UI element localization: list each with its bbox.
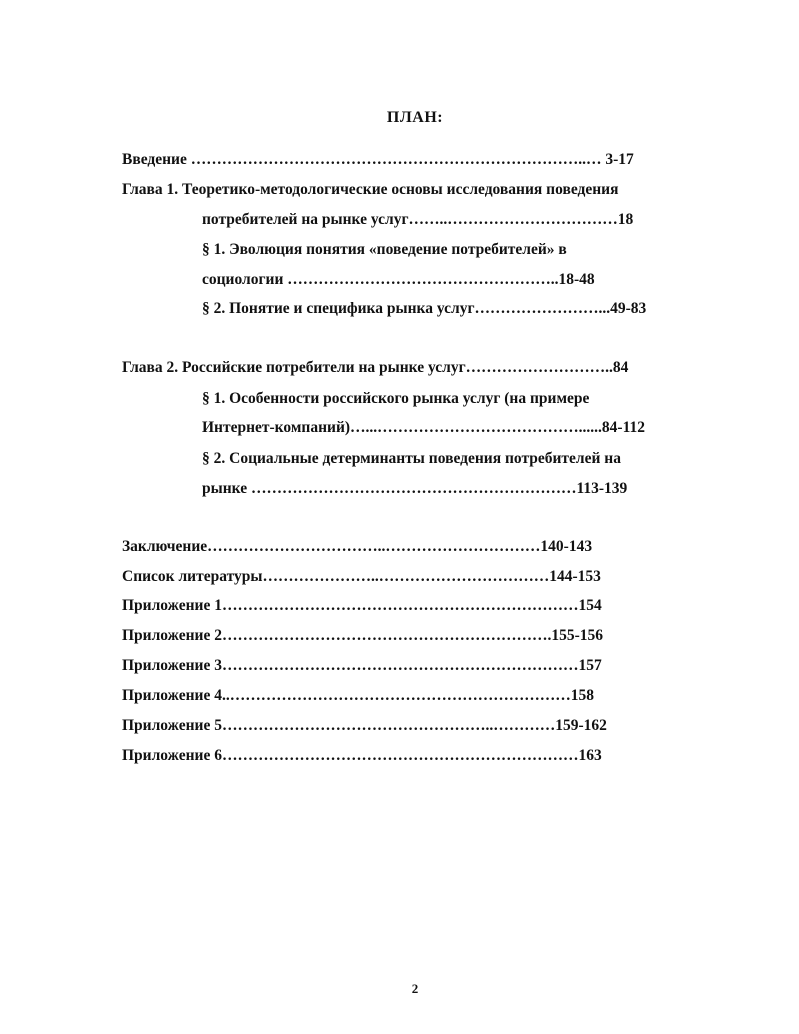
toc-entry-bibliography: Список литературы…………………..……………………………144-153 <box>122 568 601 585</box>
toc-entry-ch1-section-1-cont: социологии ……………………………………………..18-48 <box>202 271 595 288</box>
toc-entry-ch2-section-2-cont: рынке ………………………………………………………113-139 <box>202 480 628 497</box>
toc-entry-ch2-section-1: § 1. Особенности российского рынка услуг (на примере <box>202 390 590 407</box>
toc-entry-chapter-1-cont: потребителей на рынке услуг……..……………………………18 <box>202 211 634 228</box>
toc-entry-chapter-2: Глава 2. Российские потребители на рынке услуг………………………..84 <box>122 359 629 376</box>
toc-entry-appendix-3: Приложение 3……………………………………………………………157 <box>122 657 602 674</box>
toc-entry-appendix-4: Приложение 4..…………………………………………………………158 <box>122 687 594 704</box>
page-title: ПЛАН: <box>386 109 444 126</box>
toc-entry-appendix-2: Приложение 2……………………………………………………….155-156 <box>122 627 603 644</box>
toc-entry-ch1-section-1: § 1. Эволюция понятия «поведение потребителей» в <box>202 241 567 258</box>
toc-entry-appendix-5: Приложение 5……………………………………………..…………159-162 <box>122 717 607 734</box>
toc-entry-introduction: Введение …………………………………………………………………..… 3-17 <box>122 151 634 168</box>
toc-entry-ch1-section-2: § 2. Понятие и специфика рынка услуг……………………...49-83 <box>202 300 647 317</box>
toc-entry-ch2-section-1-cont: Интернет-компаний)…...…………………………………......84-112 <box>202 419 645 436</box>
toc-entry-appendix-6: Приложение 6……………………………………………………………163 <box>122 747 602 764</box>
toc-entry-chapter-1: Глава 1. Теоретико-методологические основы исследования поведения <box>122 181 619 198</box>
toc-entry-appendix-1: Приложение 1……………………………………………………………154 <box>122 597 602 614</box>
page-number: 2 <box>411 981 419 996</box>
toc-entry-conclusion: Заключение……………………………..…………………………140-143 <box>122 538 593 555</box>
toc-entry-ch2-section-2: § 2. Социальные детерминанты поведения потребителей на <box>202 450 621 467</box>
